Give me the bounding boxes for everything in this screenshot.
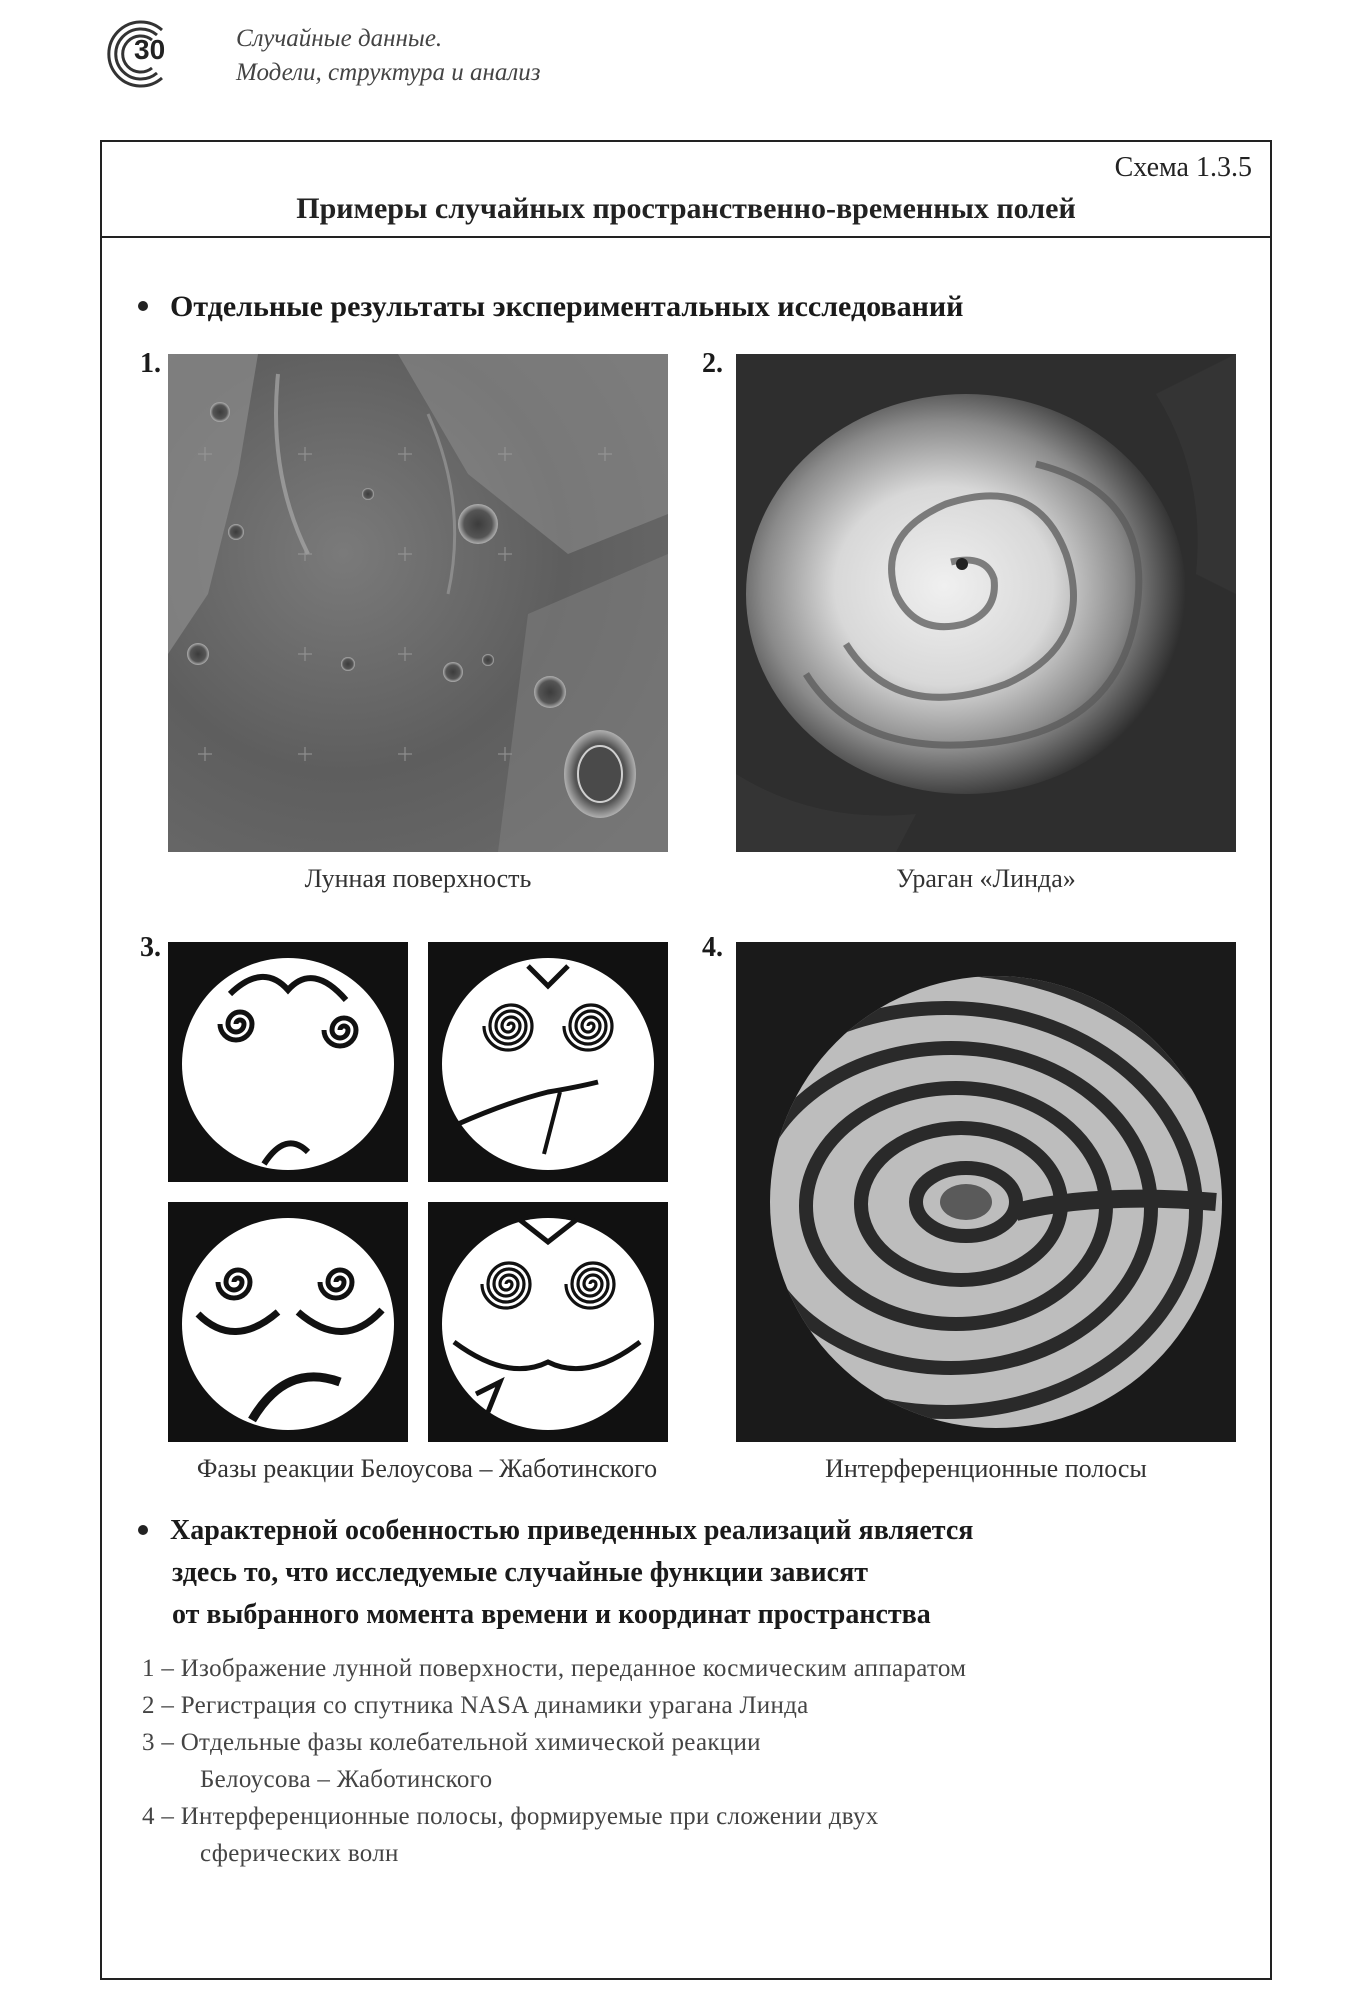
caption-belousov-zhabotinsky: Фазы реакции Белоусова – Жаботинского [196,1454,658,1483]
schema-header [102,142,1270,238]
panel-number-2: 2. [702,348,723,379]
caption-lunar-surface: Лунная поверхность [304,864,532,893]
panel-number-4: 4. [702,932,723,963]
section-text-line: здесь то, что исследуемые случайные функции зависят [172,1557,868,1588]
note-item: 2 – Регистрация со спутника NASA динамики урагана Линда [142,1692,809,1719]
interference-fringes-image [736,942,1236,1442]
lunar-surface-image [168,354,668,852]
figure-notes [142,1650,1242,1872]
note-line: 3 – Отдельные фазы колебательной химической реакции [142,1729,761,1756]
panel-number-1: 1. [140,348,161,379]
section-characteristic-feature [138,1510,1238,1636]
section-text-line: от выбранного момента времени и координат пространства [172,1599,931,1630]
page-number: 30 [134,34,166,65]
hurricane-linda-image [736,354,1236,852]
note-line: 4 – Интерференционные полосы, формируемые при сложении двух [142,1803,879,1830]
section-heading-text: Отдельные результаты экспериментальных исследований [170,290,964,323]
bullet-icon [138,1525,148,1535]
caption-interference-fringes: Интерференционные полосы [825,1454,1147,1483]
running-title-line: Случайные данные. [236,25,443,52]
caption-hurricane-linda: Ураган «Линда» [896,864,1076,893]
bullet-icon [138,301,148,311]
section-heading-experimental [138,290,963,324]
note-line: Белоусова – Жаботинского [200,1766,493,1793]
schema-id: Схема 1.3.5 [1114,152,1252,183]
running-title-line: Модели, структура и анализ [236,59,541,86]
running-header [100,14,800,94]
belousov-zhabotinsky-images [168,942,668,1442]
note-item [142,1724,1242,1798]
schema-title: Примеры случайных пространственно-временных полей [296,192,1076,225]
running-title [236,22,541,90]
note-item: 1 – Изображение лунной поверхности, переданное космическим аппаратом [142,1655,967,1682]
note-item [142,1798,1242,1872]
schema-frame [100,140,1272,1980]
section-text-line: Характерной особенностью приведенных реализаций является [138,1510,1238,1552]
panel-number-3: 3. [140,932,161,963]
note-line: сферических волн [200,1840,399,1867]
